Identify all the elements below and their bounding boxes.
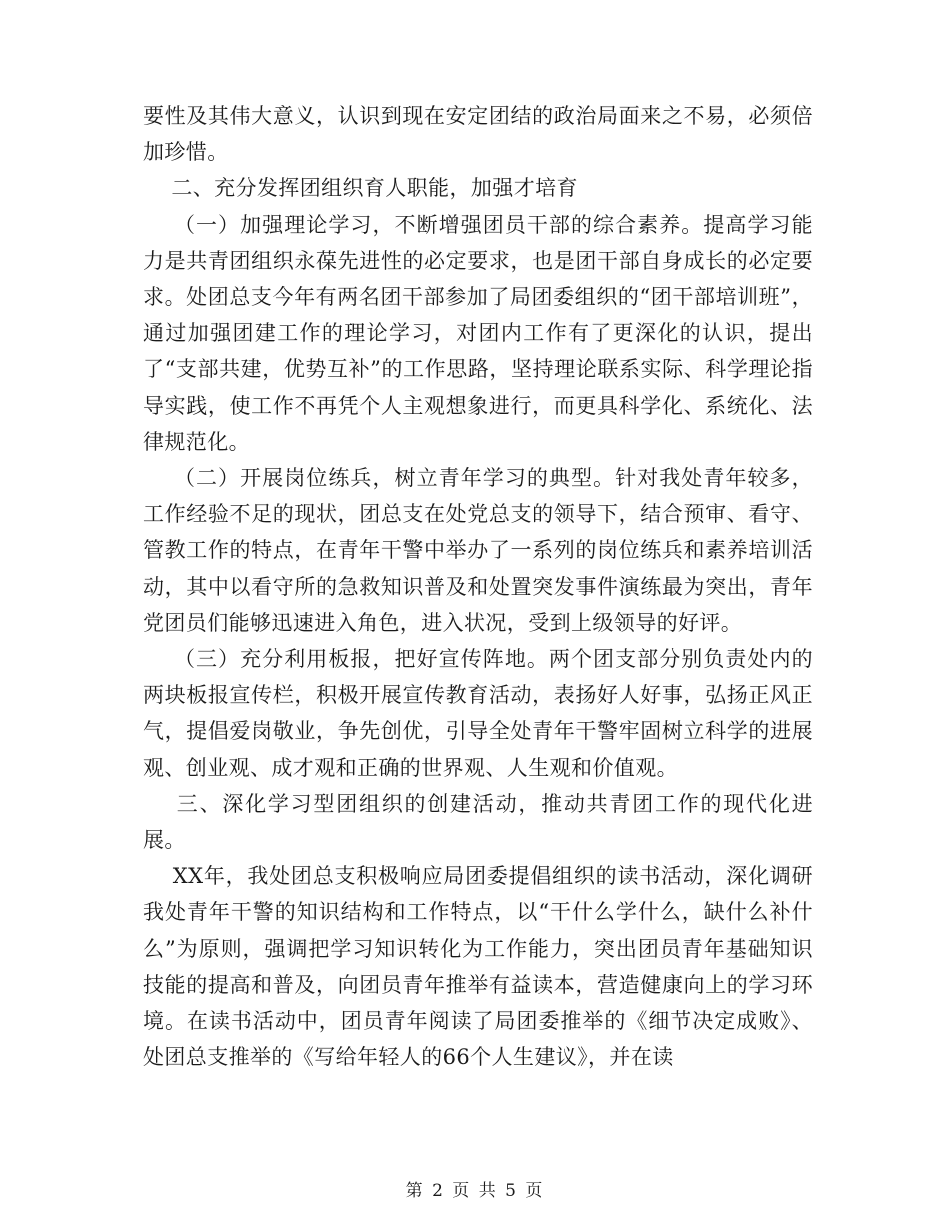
section-heading-2: 二、充分发挥团组织育人职能，加强才培育 bbox=[143, 176, 578, 201]
page-number-footer: 第 2 页 共 5 页 bbox=[405, 1181, 545, 1201]
paragraph-subsection-2: （二）开展岗位练兵，树立青年学习的典型。针对我处青年较多，工作经验不足的现状，团总支在处党总支的领导下，结合预审、看守、管教工作的特点，在青年干警中举办了一系列的岗位练兵和素养培训活动，其中以看守所的急救知识普及和处置突发事件演练最为突出，青年党团员们能够迅速进入角色，进入状况，受到上级领导的好评。 bbox=[143, 466, 813, 635]
paragraph-subsection-3: （三）充分利用板报，把好宣传阵地。两个团支部分别负责处内的两块板报宣传栏，积极开展宣传教育活动，表扬好人好事，弘扬正风正气，提倡爱岗敬业，争先创优，引导全处青年干警牢固树立科学的进展观、创业观、成才观和正确的世界观、人生观和价值观。 bbox=[143, 647, 813, 780]
paragraph-continuation: 要性及其伟大意义，认识到现在安定团结的政治局面来之不易，必须倍加珍惜。 bbox=[143, 104, 813, 165]
paragraph-reading-activity: XX年，我处团总支积极响应局团委提倡组织的读书活动，深化调研我处青年干警的知识结构和工作特点，以“干什么学什么，缺什么补什么”为原则，强调把学习知识转化为工作能力，突出团员青年基础知识技能的提高和普及，向团员青年推举有益读本，营造健康向上的学习环境。在读书活动中，团员青年阅读了局团委推举的《细节决定成败》、处团总支推举的《写给年轻人的66个人生建议》，并在读 bbox=[143, 864, 813, 1070]
paragraph-subsection-1: （一）加强理论学习，不断增强团员干部的综合素养。提高学习能力是共青团组织永葆先进性的必定要求，也是团干部自身成长的必定要求。处团总支今年有两名团干部参加了局团委组织的“团干部培训班”，通过加强团建工作的理论学习，对团内工作有了更深化的认识，提出了“支部共建，优势互补”的工作思路，坚持理论联系实际、科学理论指导实践，使工作不再凭个人主观想象进行，而更具科学化、系统化、法律规范化。 bbox=[143, 212, 813, 454]
section-heading-3: 三、深化学习型团组织的创建活动，推动共青团工作的现代化进展。 bbox=[143, 791, 813, 853]
document-body bbox=[143, 98, 813, 1075]
